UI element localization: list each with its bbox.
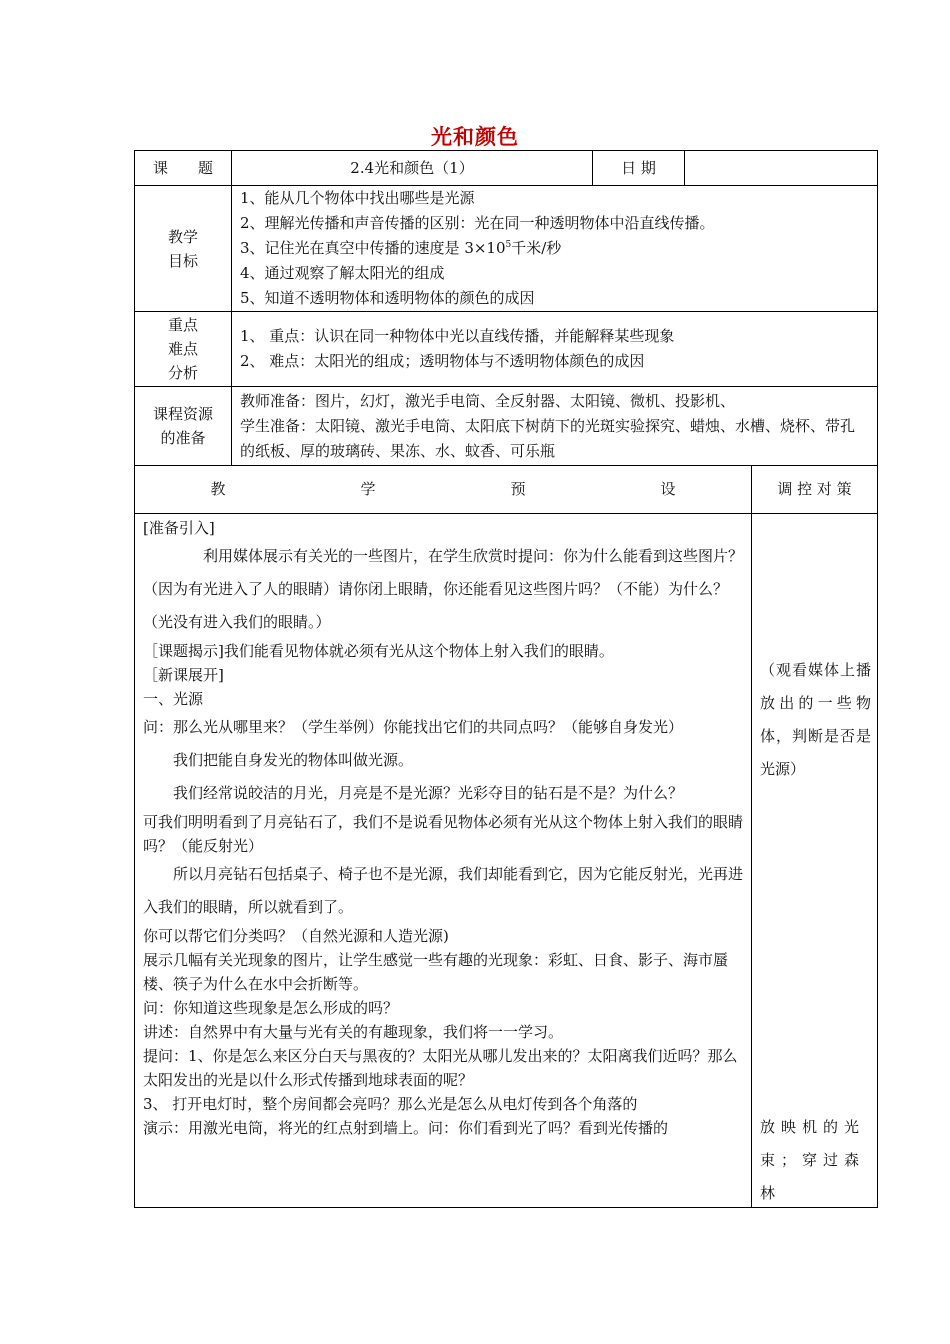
plan-paragraph: 3、 打开电灯时，整个房间都会亮吗？那么光是怎么从电灯传到各个角落的 bbox=[143, 1095, 638, 1113]
key-points-label-line2: 难点 bbox=[167, 340, 198, 358]
student-preparation: 学生准备：太阳镜、激光手电筒、太阳底下树荫下的光斑实验探究、蜡烛、水槽、烧杯、带孔的纸板、厚的玻璃砖、果冻、水、蚊香、可乐瓶 bbox=[240, 416, 856, 460]
plan-header-row bbox=[135, 466, 878, 514]
topic-value: 2.4光和颜色（1） bbox=[232, 151, 593, 186]
date-label: 日 期 bbox=[593, 151, 685, 186]
key-point-item: 2、 难点：太阳光的组成；透明物体与不透明物体颜色的成因 bbox=[240, 352, 645, 370]
plan-body-row bbox=[135, 514, 878, 1208]
plan-paragraph: 问：那么光从哪里来？（学生举例）你能找出它们的共同点吗？（能够自身发光） bbox=[143, 718, 684, 736]
key-points-label-line3: 分析 bbox=[167, 364, 198, 382]
plan-paragraph: 提问：1、你是怎么来区分白天与黑夜的？太阳光从哪儿发出来的？太阳离我们近吗？那么太阳发出的光是以什么形式传播到地球表面的呢？ bbox=[143, 1047, 738, 1089]
objectives-list bbox=[232, 186, 878, 312]
objective-item: 5、知道不透明物体和透明物体的颜色的成因 bbox=[240, 289, 535, 307]
plan-paragraph: 你可以帮它们分类吗？（自然光源和人造光源) bbox=[143, 927, 449, 945]
plan-header bbox=[135, 466, 752, 514]
plan-header-word: 教 bbox=[210, 480, 226, 498]
plan-paragraph: 一、光源 bbox=[143, 690, 204, 708]
plan-header-word: 学 bbox=[360, 480, 376, 498]
control-note: 放映机的光束；穿过森林 bbox=[760, 1118, 866, 1202]
plan-body bbox=[135, 514, 752, 1208]
plan-header-word: 设 bbox=[660, 480, 676, 498]
plan-paragraph: 问：你知道这些现象是怎么形成的吗？ bbox=[143, 999, 399, 1017]
objective-item: 4、通过观察了解太阳光的组成 bbox=[240, 264, 445, 282]
exponent: 5 bbox=[505, 240, 512, 250]
objective-item-text: 3、记住光在真空中传播的速度是 3×10 bbox=[240, 239, 506, 257]
plan-paragraph: 讲述：自然界中有大量与光有关的有趣现象，我们将一一学习。 bbox=[143, 1023, 564, 1041]
plan-paragraph: 可我们明明看到了月亮钻石了，我们不是说看见物体必须有光从这个物体上射入我们的眼睛吗？（能反射光） bbox=[143, 813, 744, 855]
date-value bbox=[685, 151, 878, 186]
topic-row bbox=[135, 151, 878, 186]
key-points-row bbox=[135, 312, 878, 387]
plan-header-word: 预 bbox=[510, 480, 526, 498]
objectives-label bbox=[135, 186, 232, 312]
objective-item: 1、能从几个物体中找出哪些是光源 bbox=[240, 189, 475, 207]
objective-item: 2、理解光传播和声音传播的区别：光在同一种透明物体中沿直线传播。 bbox=[240, 214, 715, 232]
plan-paragraph: 我们把能自身发光的物体叫做光源。 bbox=[173, 751, 414, 769]
control-header: 调 控 对 策 bbox=[752, 466, 878, 514]
plan-paragraph: ［课题揭示]我们能看见物体就必须有光从这个物体上射入我们的眼睛。 bbox=[143, 642, 614, 660]
teacher-preparation: 教师准备：图片，幻灯，激光手电筒、全反射器、太阳镜、微机、投影机、 bbox=[240, 391, 736, 410]
resources-label-line1: 课程资源 bbox=[152, 405, 213, 423]
key-points-label bbox=[135, 312, 232, 387]
plan-paragraph: 所以月亮钻石包括桌子、椅子也不是光源，我们却能看到它，因为它能反射光，光再进入我们的眼睛，所以就看到了。 bbox=[143, 865, 744, 916]
plan-paragraph: 利用媒体展示有关光的一些图片，在学生欣赏时提问：你为什么能看到这些图片？（因为有光进入了人的眼睛）请你闭上眼睛，你还能看见这些图片吗？（不能）为什么？（光没有进入我们的眼睛。） bbox=[143, 547, 744, 631]
control-note: （观看媒体上播放出的一些物体，判断是否是光源） bbox=[760, 661, 871, 778]
plan-paragraph: 演示：用激光电筒，将光的红点射到墙上。问：你们看到光了吗？看到光传播的 bbox=[143, 1119, 669, 1137]
plan-paragraph: [准备引入] bbox=[143, 519, 215, 537]
resources-label-line2: 的准备 bbox=[160, 429, 206, 447]
objectives-label-line2: 目标 bbox=[167, 251, 198, 270]
key-points-label-line1: 重点 bbox=[167, 316, 198, 334]
resources-row bbox=[135, 387, 878, 466]
plan-paragraph: ［新课展开] bbox=[143, 666, 224, 684]
key-points-list bbox=[232, 312, 878, 387]
document-title: 光和颜色 bbox=[431, 124, 519, 149]
control-notes bbox=[752, 514, 878, 1208]
objective-item-unit: 千米/秒 bbox=[511, 239, 562, 257]
lesson-plan-table bbox=[134, 150, 878, 1208]
key-point-item: 1、 重点：认识在同一种物体中光以直线传播，并能解释某些现象 bbox=[240, 327, 675, 345]
topic-label: 课 题 bbox=[135, 151, 232, 186]
objectives-row bbox=[135, 186, 878, 312]
resources-content bbox=[232, 387, 878, 466]
resources-label bbox=[135, 387, 232, 466]
objective-item bbox=[240, 236, 869, 261]
plan-paragraph: 我们经常说皎洁的月光，月亮是不是光源？光彩夺目的钻石是不是？为什么？ bbox=[173, 784, 684, 802]
plan-paragraph: 展示几幅有关光现象的图片，让学生感觉一些有趣的光现象：彩虹、日食、影子、海市蜃楼、筷子为什么在水中会折断等。 bbox=[143, 951, 729, 993]
objectives-label-line1: 教学 bbox=[167, 227, 198, 246]
